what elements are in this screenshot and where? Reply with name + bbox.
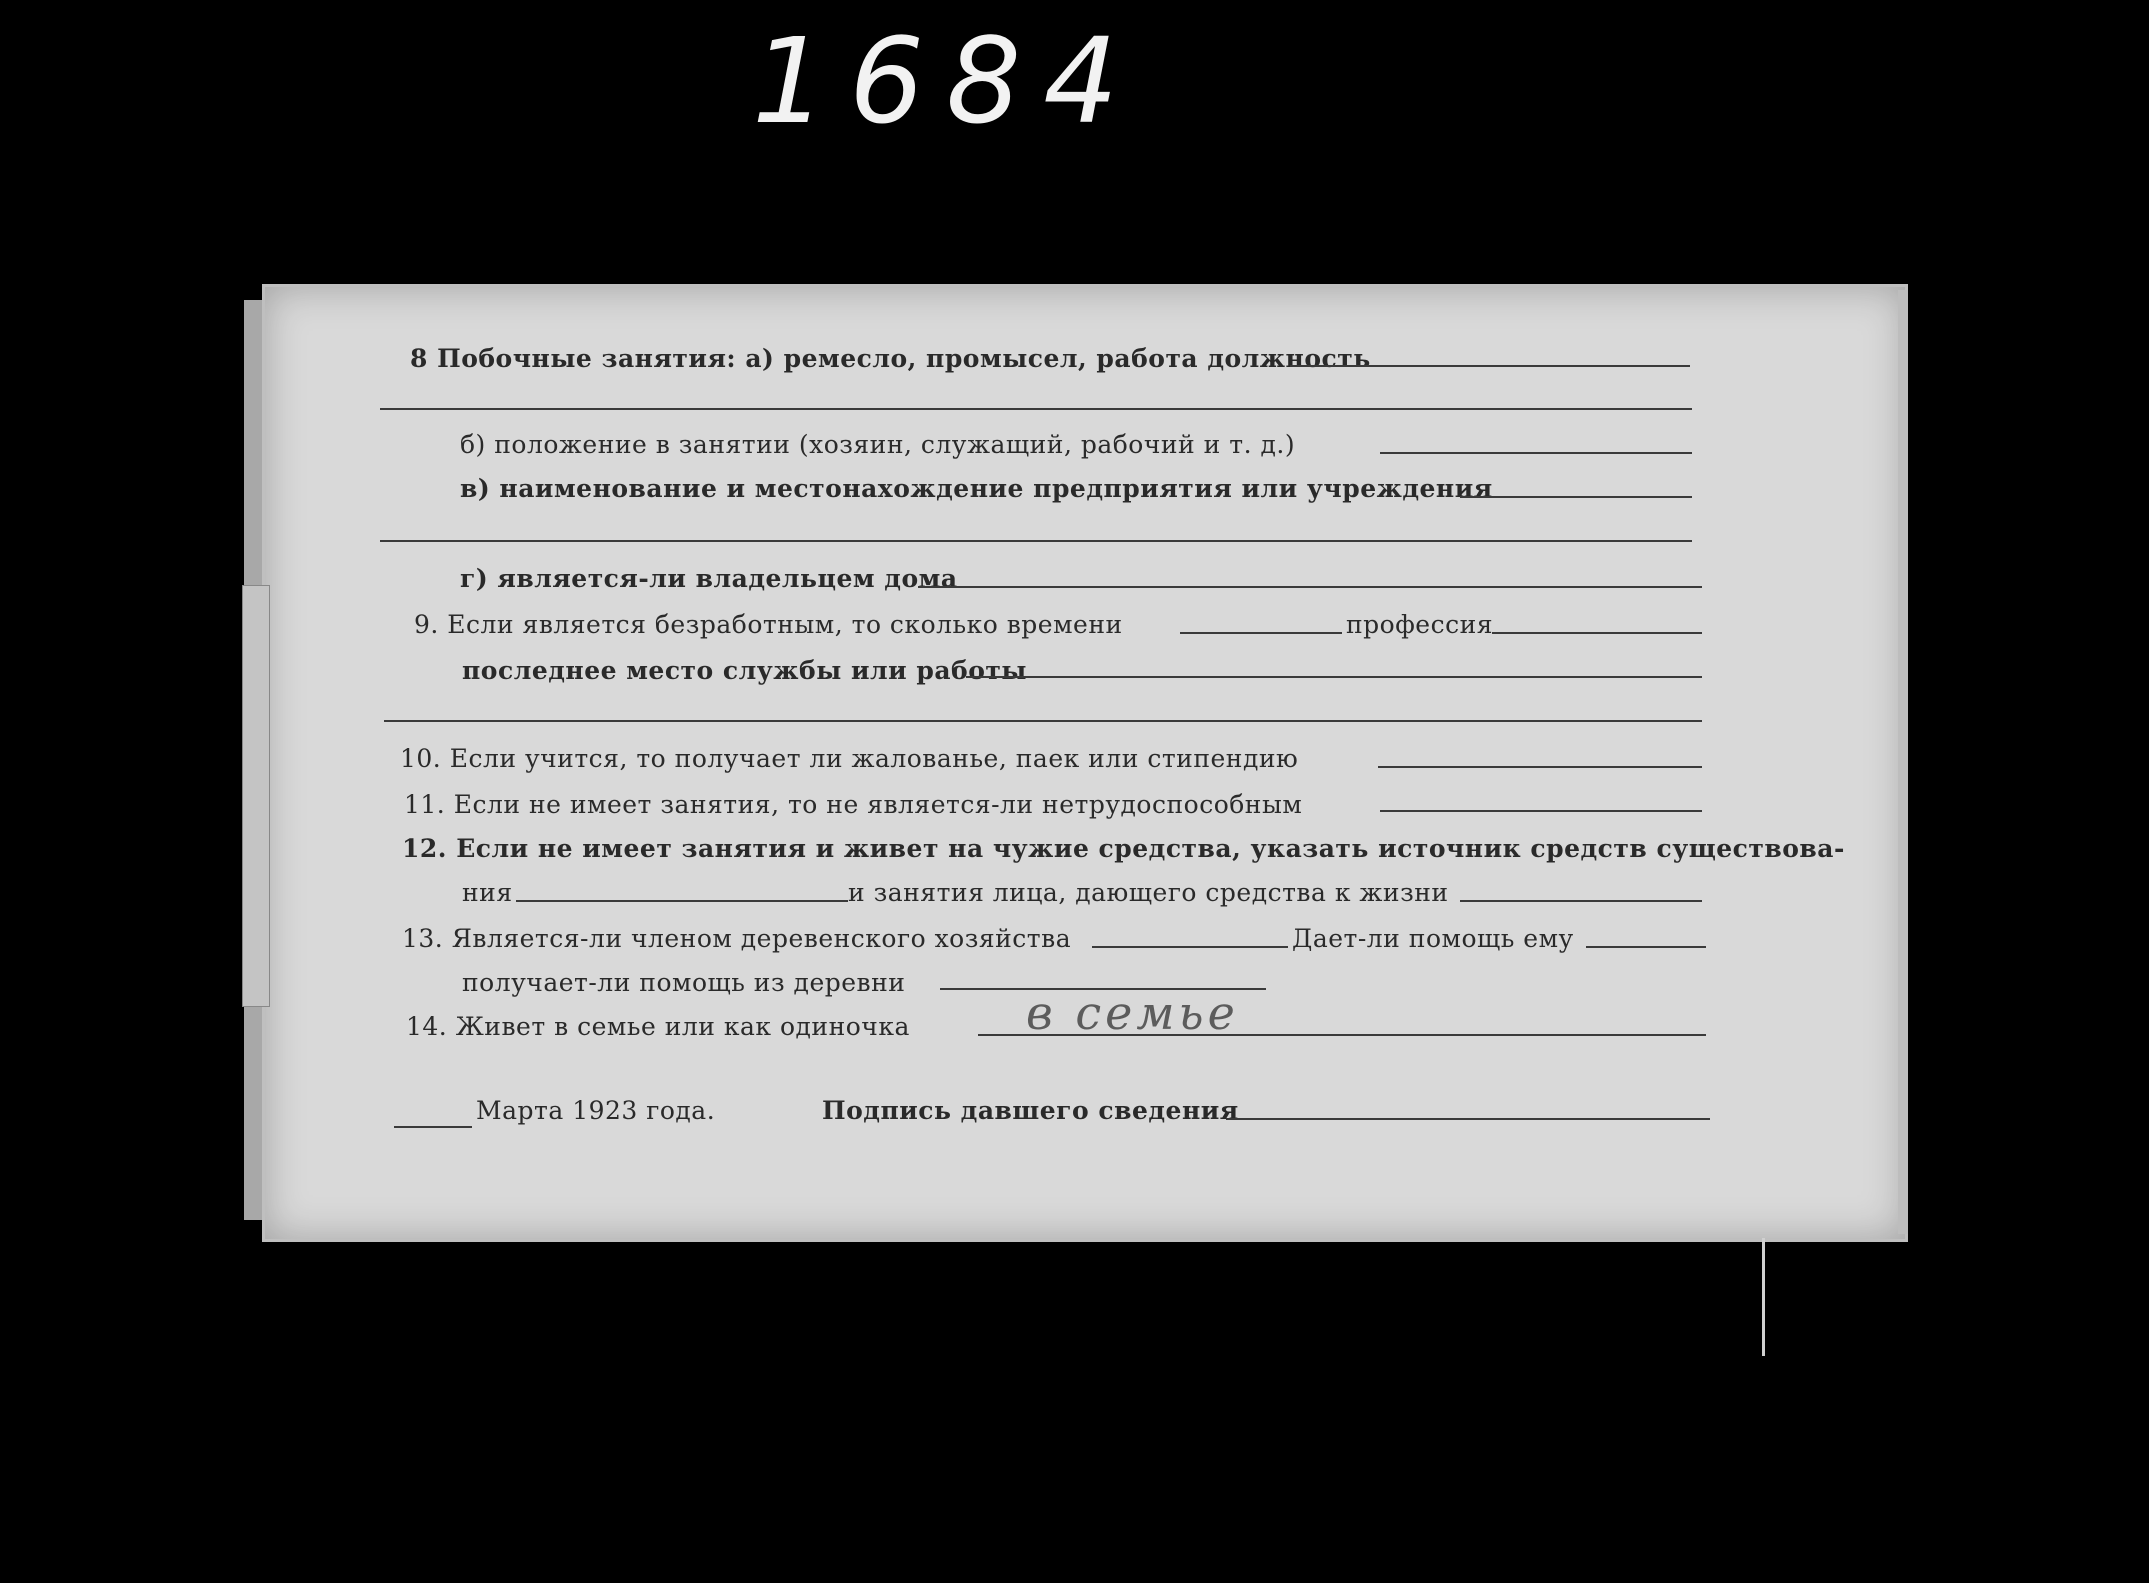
signature-line: [1226, 1118, 1710, 1120]
answer-line: [1180, 632, 1342, 634]
date-text: Марта 1923 года.: [476, 1096, 716, 1125]
signature-label: Подпись давшего сведения: [822, 1096, 1239, 1125]
answer-line: [1380, 810, 1702, 812]
answer-line: [1378, 766, 1702, 768]
answer-line: [966, 676, 1702, 678]
film-scratch: [1762, 1238, 1765, 1356]
answer-line: [1460, 496, 1692, 498]
answer-line: [516, 900, 848, 902]
question-11: 11. Если не имеет занятия, то не является-ли нетрудоспособным: [404, 790, 1303, 819]
answer-line: [384, 720, 1702, 722]
question-9-b: последнее место службы или работы: [462, 656, 1027, 685]
question-14: 14. Живет в семье или как одиночка: [406, 1012, 910, 1041]
question-9-a: 9. Если является безработным, то сколько времени: [414, 610, 1123, 639]
question-8-g: г) является-ли владельцем дома: [460, 564, 958, 593]
card-fold: [242, 585, 270, 1007]
question-12-b-start: ния: [462, 878, 513, 907]
answer-line: [1092, 946, 1288, 948]
day-line: [394, 1126, 472, 1128]
answer-line: [1460, 900, 1702, 902]
card-right-edge: [1898, 290, 1908, 1234]
question-12-b-end: и занятия лица, дающего средства к жизни: [848, 878, 1449, 907]
handwritten-answer: в семье: [1026, 986, 1239, 1040]
answer-line: [1586, 946, 1706, 948]
question-10: 10. Если учится, то получает ли жалованье, паек или стипендию: [400, 744, 1299, 773]
question-13-b: получает-ли помощь из деревни: [462, 968, 906, 997]
question-8-b: б) положение в занятии (хозяин, служащий, рабочий и т. д.): [460, 430, 1296, 459]
question-12-a: 12. Если не имеет занятия и живет на чужие средства, указать источник средств существова-: [402, 834, 1845, 863]
question-13-a: 13. Является-ли членом деревенского хозяйства: [402, 924, 1072, 953]
answer-line: [918, 586, 1702, 588]
answer-line: [380, 540, 1692, 542]
answer-line: [1380, 452, 1692, 454]
answer-line: [380, 408, 1692, 410]
frame-number: 1684: [752, 12, 1141, 150]
question-9-profession: профессия: [1346, 610, 1494, 639]
question-13-help: Дает-ли помощь ему: [1292, 924, 1574, 953]
answer-line: [1290, 365, 1690, 367]
answer-line: [1492, 632, 1702, 634]
question-8-main: 8 Побочные занятия: а) ремесло, промысел, работа должность: [410, 344, 1371, 373]
question-8-v: в) наименование и местонахождение предприятия или учреждения: [460, 474, 1493, 503]
